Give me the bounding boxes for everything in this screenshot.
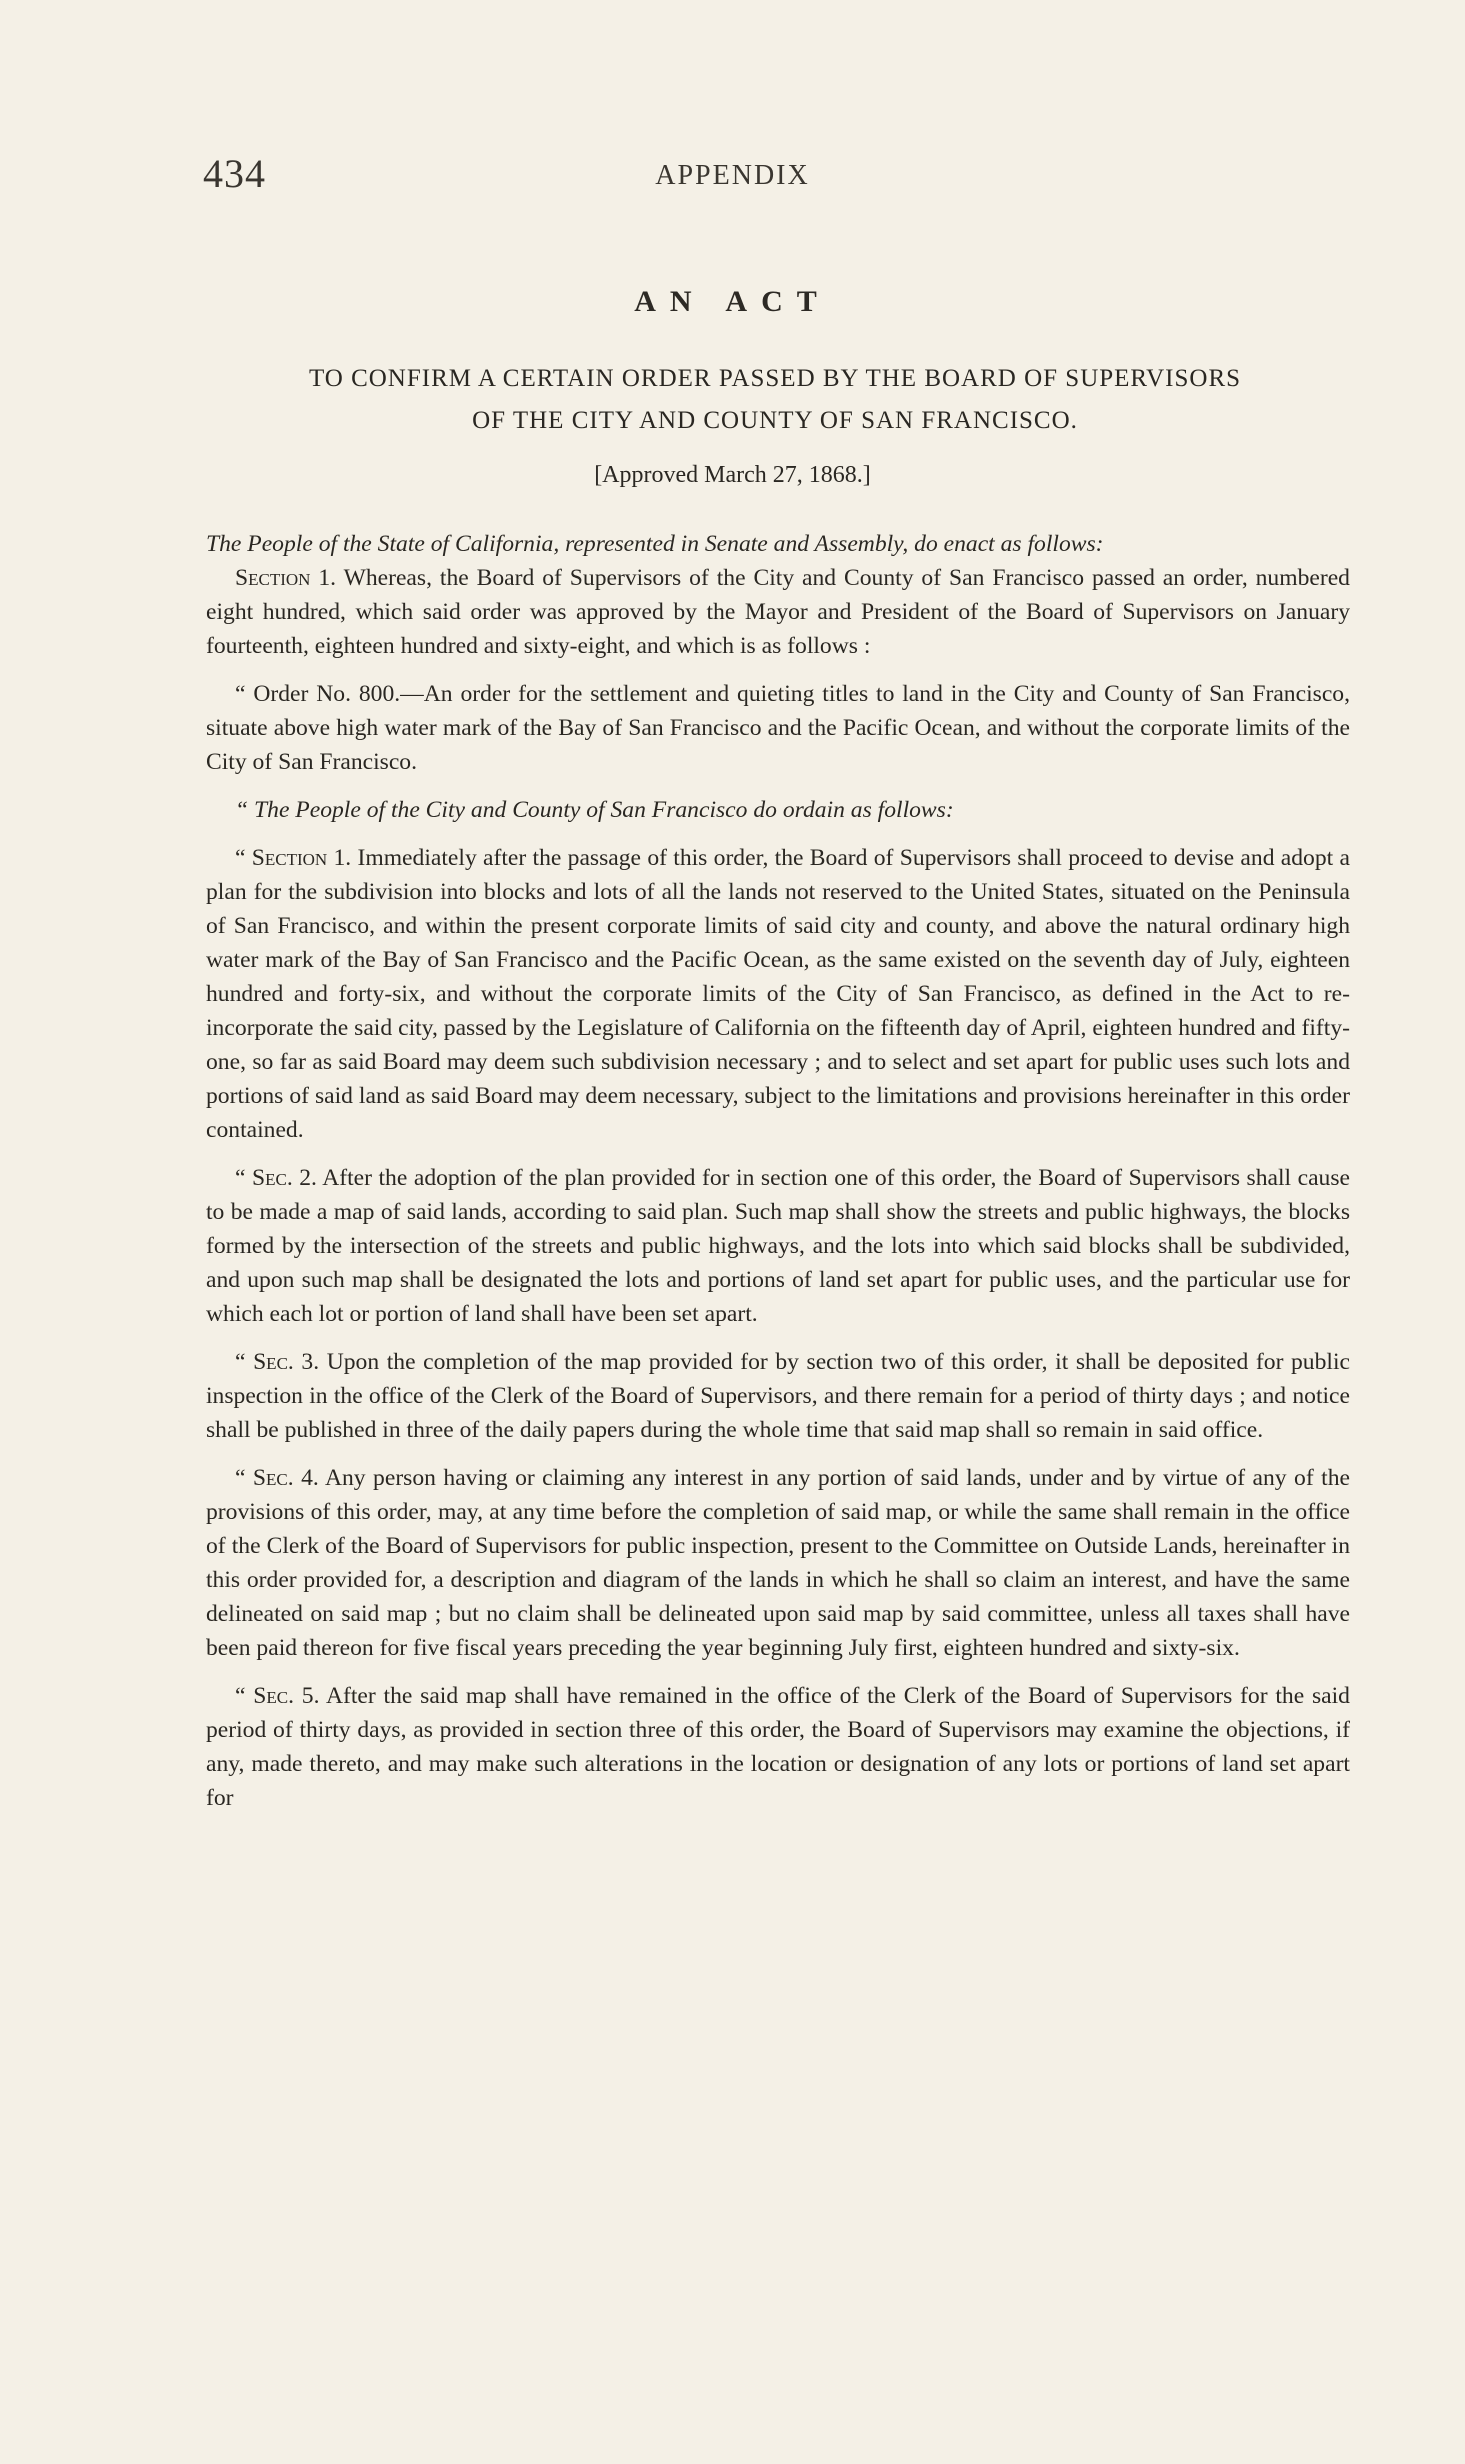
act-subtitle-line-2: OF THE CITY AND COUNTY OF SAN FRANCISCO. [472,407,1078,434]
approval-date: [Approved March 27, 1868.] [594,462,871,488]
order-section-2-paragraph [206,1161,1350,1331]
order-section-5-paragraph [206,1679,1350,1815]
ordain-clause: “ The People of the City and County of San Francisco do ordain as follows: [235,797,954,823]
section-text: Any person having or claiming any interest in any portion of said lands, under and by virtue of any of the provisions of this order, may, at any time before the completion of said map, or while the same shall remain in the office of the Clerk of the Board of Supervisors for public inspection, present to the Committee on Outside Lands, hereinafter in this order provided for, a description and diagram of the lands in which he shall so claim an interest, and have the same delineated on said map ; but no claim shall be delineated upon said map by said committee, unless all taxes shall have been paid thereon for five fiscal years preceding the year beginning July first, eighteen hundred and sixty-six. [206,1465,1350,1661]
section-label: “ Sec. 5. [235,1683,320,1709]
order-intro-paragraph: “ Order No. 800.—An order for the settlement and quieting titles to land in the City and County of San Francisco, situate above high water mark of the Bay of San Francisco and the Pacific Ocean, and without the corporate limits of the City of San Francisco. [206,681,1350,775]
section-text: Upon the completion of the map provided for by section two of this order, it shall be deposited for public inspection in the office of the Clerk of the Board of Supervisors, and there remain for a period of thirty days ; and notice shall be published in three of the daily papers during the whole time that said map shall so remain in said office. [206,1349,1350,1443]
act-body [206,527,1350,1815]
section-text: After the adoption of the plan provided for in section one of this order, the Board of Supervisors shall cause to be made a map of said lands, according to said plan. Such map shall show the streets and public highways, the blocks formed by the intersection of the streets and public highways, and the lots into which said blocks shall be subdivided, and upon such map shall be designated the lots and portions of land set apart for public uses, and the particular use for which each lot or portion of land shall have been set apart. [206,1165,1350,1327]
section-label: “ Section 1. [235,845,352,871]
section-text: Immediately after the passage of this order, the Board of Supervisors shall proceed to devise and adopt a plan for the subdivision into blocks and lots of all the lands not reserved to the United States, situated on the Peninsula of San Francisco, and within the present corporate limits of said city and county, and above the natural ordinary high water mark of the Bay of San Francisco and the Pacific Ocean, as the same existed on the seventh day of July, eighteen hundred and forty-six, and without the corporate limits of the City of San Francisco, as defined in the Act to re-incorporate the said city, passed by the Legislature of California on the fifteenth day of April, eighteen hundred and fifty-one, so far as said Board may deem such subdivision necessary ; and to select and set apart for public uses such lots and portions of said land as said Board may deem necessary, subject to the limitations and provisions hereinafter in this order contained. [206,845,1350,1143]
section-label: “ Sec. 4. [235,1465,319,1491]
section-1-paragraph [206,561,1350,663]
act-title: AN ACT [634,285,831,318]
running-head: APPENDIX [655,160,810,191]
act-subtitle [200,358,1350,442]
order-section-3-paragraph [206,1345,1350,1447]
page-number: 434 [203,151,266,196]
section-text: After the said map shall have remained in the office of the Clerk of the Board of Supervisors for the said period of thirty days, as provided in section three of this order, the Board of Supervisors may examine the objections, if any, made thereto, and may make such alterations in the location or designation of any lots or portions of land set apart for [206,1683,1350,1811]
enacting-clause: The People of the State of California, represented in Senate and Assembly, do enact as follows: [206,531,1104,557]
section-text: Whereas, the Board of Supervisors of the City and County of San Francisco passed an order, numbered eight hundred, which said order was approved by the Mayor and President of the Board of Supervisors on January fourteenth, eighteen hundred and sixty-eight, and which is as follows : [206,565,1350,659]
section-label: “ Sec. 3. [235,1349,320,1375]
order-section-1-paragraph [206,841,1350,1147]
order-section-4-paragraph [206,1461,1350,1665]
section-label: “ Sec. 2. [235,1165,317,1191]
act-subtitle-line-1: TO CONFIRM A CERTAIN ORDER PASSED BY THE BOARD OF SUPERVISORS [308,365,1242,392]
section-label: Section 1. [235,565,337,591]
